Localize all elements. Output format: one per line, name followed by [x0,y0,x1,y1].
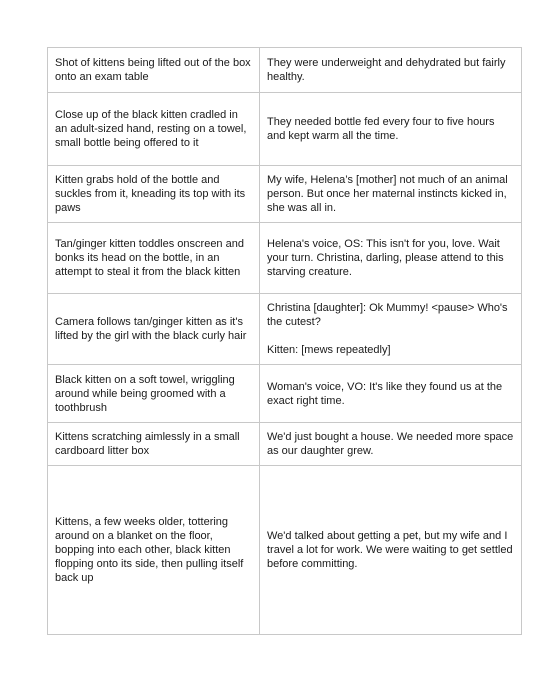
audio-text: Christina [daughter]: Ok Mummy! <pause> Who's the cutest? [267,302,508,328]
audio-text: My wife, Helena’s [mother] not much of an animal person. But once her maternal instincts kicked in, she was all in. [267,174,508,214]
audio-cell [260,93,522,166]
paragraph-gap [267,329,515,343]
audio-cell [260,223,522,294]
visual-text: Kitten grabs hold of the bottle and suckles from it, kneading its top with its paws [55,174,246,214]
visual-text: Kittens scratching aimlessly in a small cardboard litter box [55,431,240,457]
table-row [48,93,522,166]
visual-text: Tan/ginger kitten toddles onscreen and bonks its head on the bottle, in an attempt to steal it from the black kitten [55,238,244,278]
visual-text: Black kitten on a soft towel, wriggling around while being groomed with a toothbrush [55,373,235,414]
table-row [48,48,522,93]
audio-text: They needed bottle fed every four to five hours and kept warm all the time. [267,116,495,142]
audio-cell [260,466,522,635]
audio-cell [260,294,522,365]
audio-cell [260,48,522,93]
audio-text: Helena's voice, OS: This isn't for you, love. Wait your turn. Christina, darling, please attend to this starving creature. [267,238,504,278]
script-table [47,47,522,635]
table-row [48,294,522,365]
audio-cell [260,365,522,423]
audio-text: Woman's voice, VO: It's like they found us at the exact right time. [267,380,503,407]
table-row [48,423,522,466]
audio-text: They were underweight and dehydrated but fairly healthy. [267,57,506,83]
visual-text: Close up of the black kitten cradled in an adult-sized hand, resting on a towel, small bottle being offered to it [55,109,247,149]
audio-cell [260,423,522,466]
visual-cell [48,423,260,466]
visual-cell [48,466,260,635]
visual-text: Shot of kittens being lifted out of the box onto an exam table [55,57,251,83]
visual-cell [48,166,260,223]
visual-cell [48,294,260,365]
visual-cell [48,365,260,423]
visual-cell [48,223,260,294]
visual-cell [48,93,260,166]
table-row [48,365,522,423]
audio-text: Kitten: [mews repeatedly] [267,344,391,356]
visual-text: Kittens, a few weeks older, tottering around on a blanket on the floor, bopping into each other, black kitten flopping onto its side, then pulling itself back up [55,516,244,584]
audio-text: We'd talked about getting a pet, but my wife and I travel a lot for work. We were waiting to get settled before committing. [267,530,513,570]
audio-text: We'd just bought a house. We needed more space as our daughter grew. [267,431,514,457]
visual-text: Camera follows tan/ginger kitten as it's lifted by the girl with the black curly hair [55,316,247,342]
table-row [48,466,522,635]
visual-cell [48,48,260,93]
table-row [48,223,522,294]
table-row [48,166,522,223]
audio-cell [260,166,522,223]
